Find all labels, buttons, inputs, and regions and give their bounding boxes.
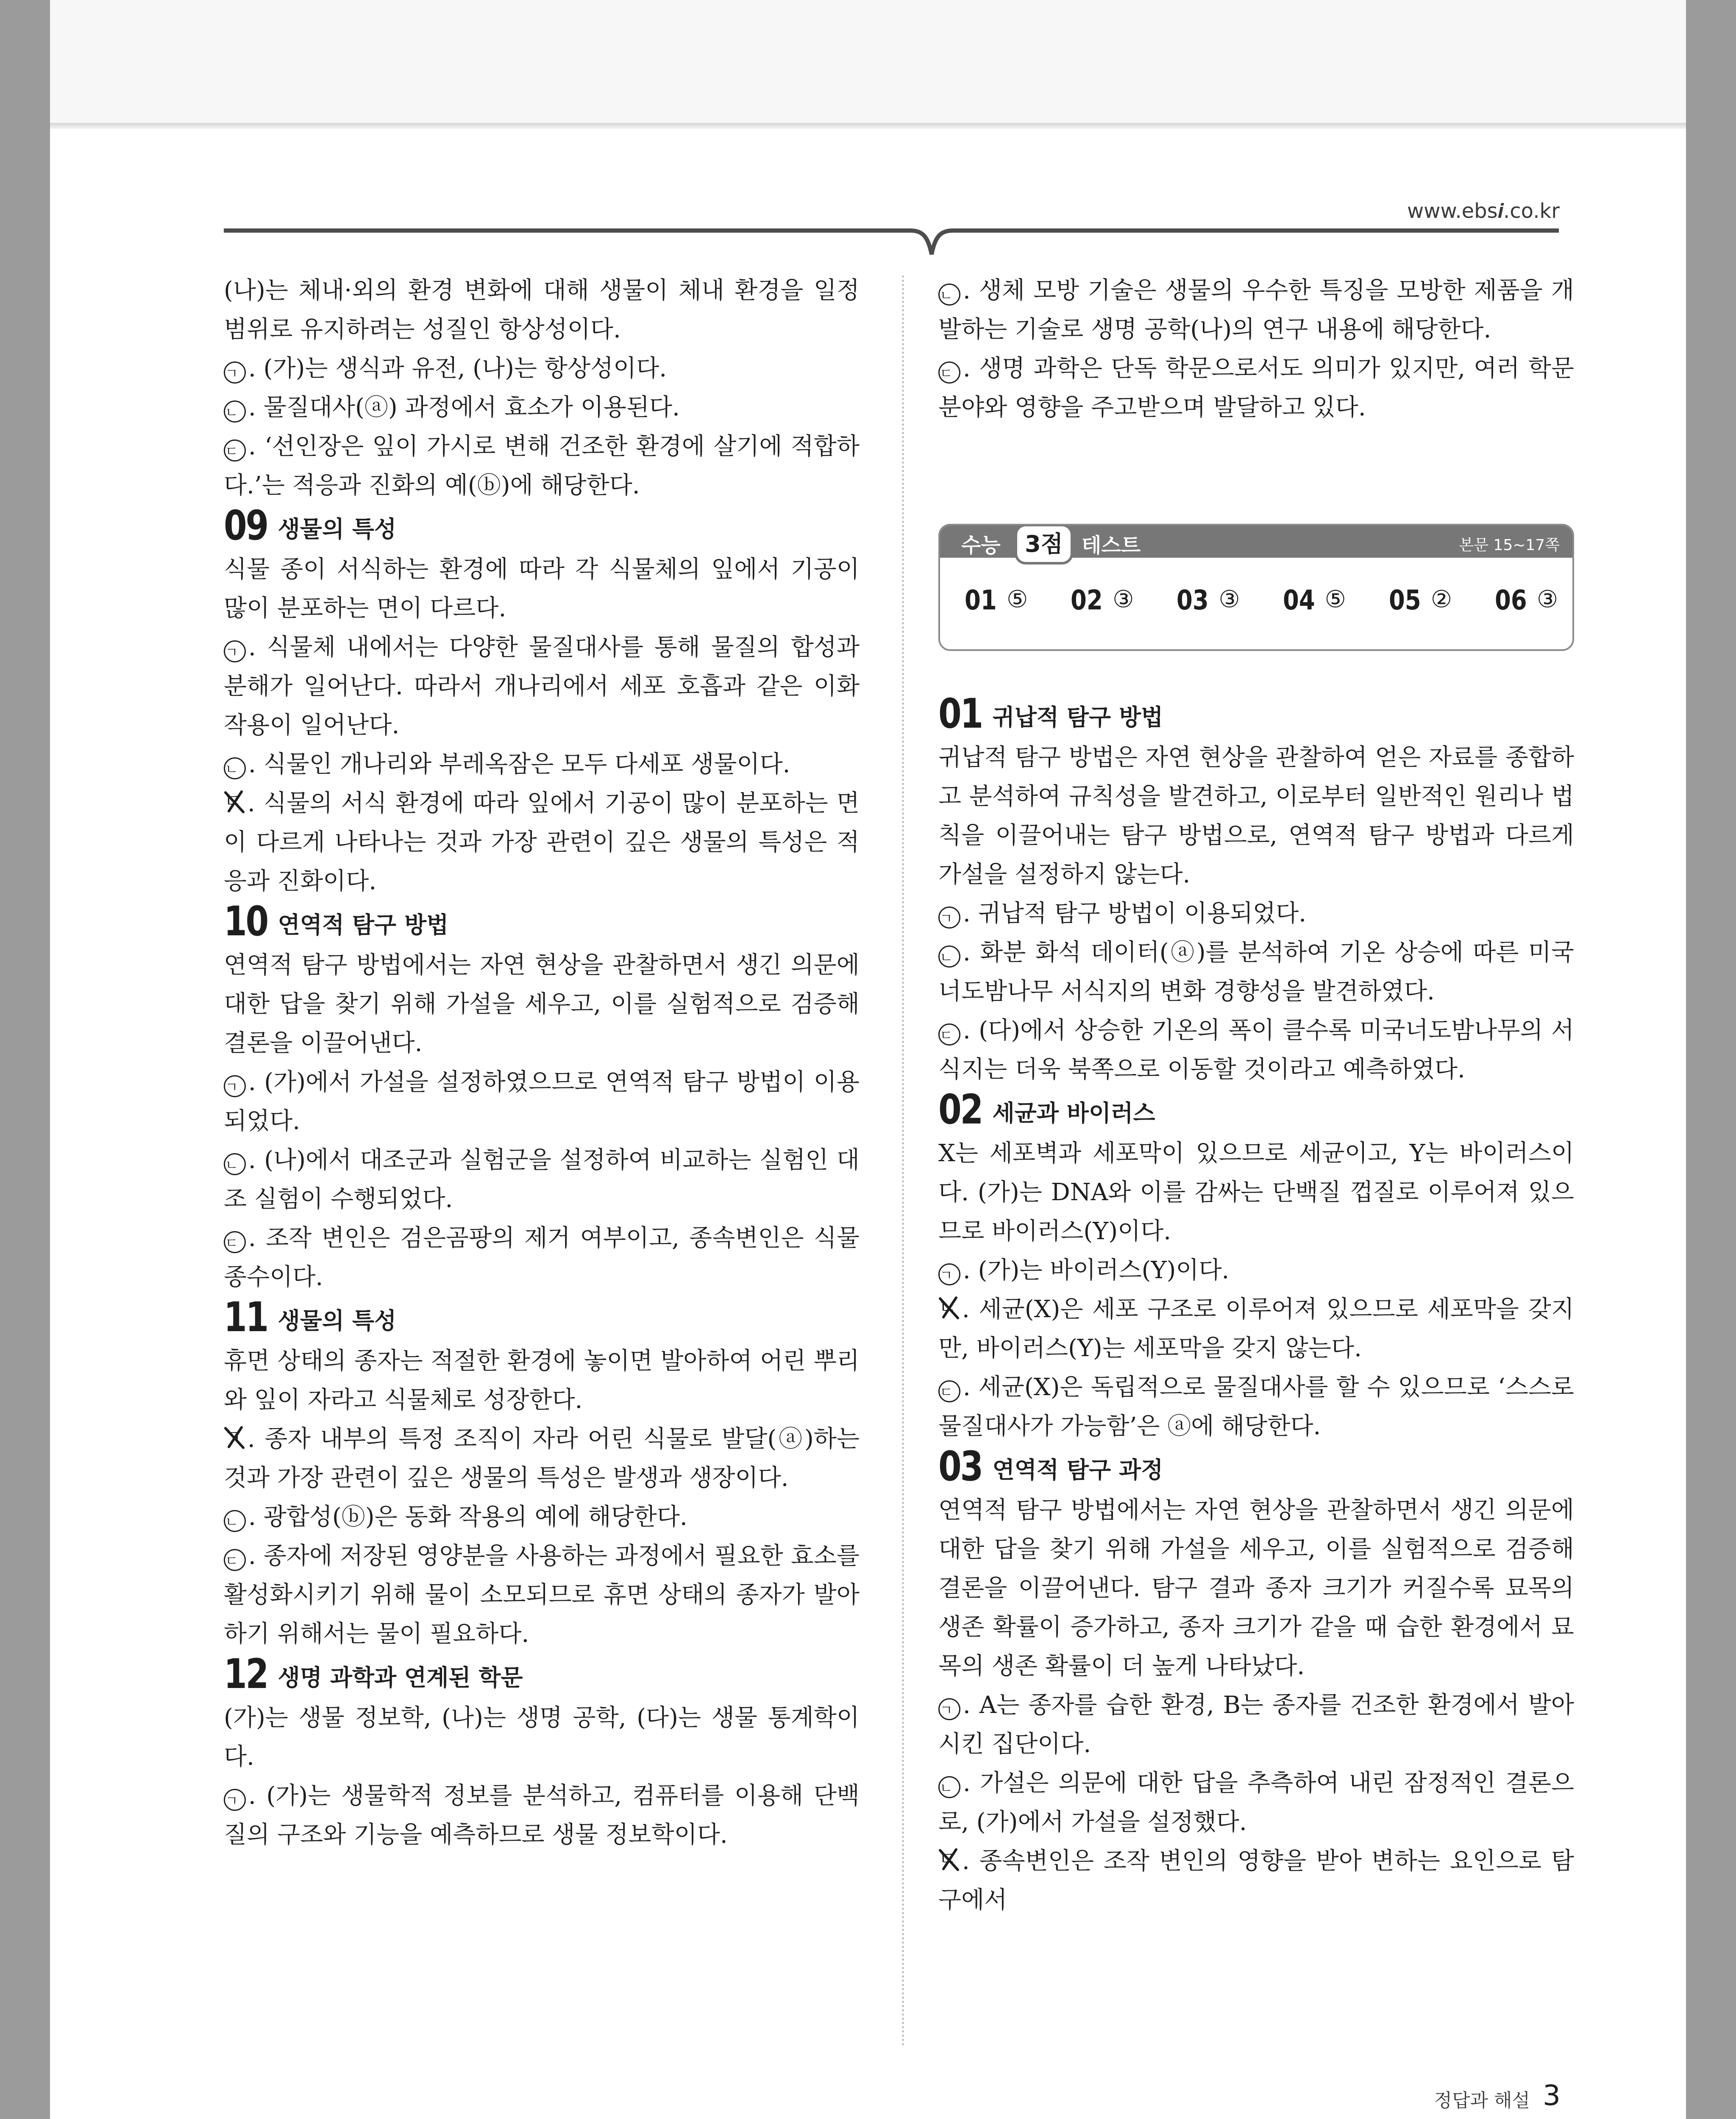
cross-mark-icon xyxy=(938,1848,960,1872)
intro-item xyxy=(224,388,860,427)
choice-item xyxy=(224,1063,860,1141)
choice-letter: ㄴ xyxy=(224,757,246,779)
answer-list xyxy=(965,585,1558,616)
right-column xyxy=(938,271,1574,1920)
answer-key-box xyxy=(938,524,1574,651)
header-rule xyxy=(224,220,1559,259)
crossed-choice-marker xyxy=(938,1848,960,1872)
intro-item xyxy=(224,427,860,505)
answer-item xyxy=(1071,585,1134,616)
item-text: . 식물인 개나리와 부레옥잠은 모두 다세포 생물이다. xyxy=(248,751,790,778)
choice-item xyxy=(938,894,1574,933)
section-body: 귀납적 탐구 방법은 자연 현상을 관찰하여 얻은 자료를 종합하고 분석하여 규칙성을 발견하고, 이로부터 일반적인 원리나 법칙을 이끌어내는 탐구 방법으로, 연역적 탐구 방법과 다르게 가설을 설정하지 않는다. xyxy=(938,744,1574,888)
item-text: . 식물체 내에서는 다양한 물질대사를 통해 물질의 합성과 분해가 일어난다. 따라서 개나리에서 세포 호흡과 같은 이화 작용이 일어난다. xyxy=(224,634,860,739)
choice-letter: ㄷ xyxy=(938,362,960,384)
item-text: . 종자 내부의 특정 조직이 자라 어린 식물로 발달(ⓐ)하는 것과 가장 관련이 깊은 생물의 특성은 발생과 생장이다. xyxy=(224,1425,860,1492)
section-body: 연역적 탐구 방법에서는 자연 현상을 관찰하면서 생긴 의문에 대한 답을 찾기 위해 가설을 세우고, 이를 실험적으로 검증해 결론을 이끌어낸다. xyxy=(224,951,860,1057)
section-heading xyxy=(224,898,860,945)
item-text: . 세균(X)은 독립적으로 물질대사를 할 수 있으므로 ‘스스로 물질대사가 가능함’은 ⓐ에 해당한다. xyxy=(938,1374,1574,1440)
section-10 xyxy=(224,898,860,1297)
choice-item xyxy=(938,1764,1574,1842)
item-text: . 귀납적 탐구 방법이 이용되었다. xyxy=(963,900,1307,927)
choice-item xyxy=(938,1686,1574,1764)
choice-item xyxy=(224,1219,860,1297)
choice-item xyxy=(224,1777,860,1855)
section-number: 01 xyxy=(938,690,982,737)
choice-letter: ㄴ xyxy=(938,1296,957,1318)
test-label-3points: 3점 xyxy=(1015,524,1073,565)
section-12 xyxy=(224,1650,860,1855)
answer-number: 04 xyxy=(1283,585,1315,616)
right-intro xyxy=(938,271,1574,427)
choice-item xyxy=(938,933,1574,1011)
section-heading xyxy=(938,1086,1574,1133)
choice-letter: ㄷ xyxy=(224,1549,246,1571)
section-heading xyxy=(224,1293,860,1341)
item-text: . 물질대사(ⓐ) 과정에서 효소가 이용된다. xyxy=(248,394,680,421)
choice-marker xyxy=(224,433,248,460)
answer-item xyxy=(1389,585,1452,616)
choice-item xyxy=(224,784,860,901)
answer-choice: ② xyxy=(1430,586,1452,613)
item-text: . 종속변인은 조작 변인의 영향을 받아 변하는 요인으로 탐구에서 xyxy=(938,1847,1574,1914)
choice-item xyxy=(224,745,860,784)
choice-marker xyxy=(938,1017,963,1044)
answer-number: 03 xyxy=(1177,585,1209,616)
section-09 xyxy=(224,502,860,901)
choice-letter: ㄷ xyxy=(224,790,242,812)
section-number: 02 xyxy=(938,1086,982,1133)
choice-letter: ㄴ xyxy=(224,1510,246,1532)
section-body: (가)는 생물 정보학, (나)는 생명 공학, (다)는 생물 통계학이다. xyxy=(224,1704,860,1771)
fold-top-shadow xyxy=(50,123,1686,129)
choice-item xyxy=(224,628,860,745)
section-heading xyxy=(224,502,860,549)
intro-text: (나)는 체내·외의 환경 변화에 대해 생물이 체내 환경을 일정 범위로 유지하려는 성질인 항상성이다. xyxy=(224,277,860,343)
test-label-test: 테스트 xyxy=(1082,534,1141,557)
section-heading xyxy=(938,690,1574,737)
choice-marker xyxy=(224,1542,248,1570)
item-text: . (나)에서 대조군과 실험군을 설정하여 비교하는 실험인 대조 실험이 수행되었다. xyxy=(224,1146,860,1213)
choice-item xyxy=(938,1251,1574,1290)
section-body: 휴면 상태의 종자는 적절한 환경에 놓이면 발아하여 어린 뿌리와 잎이 자라고 식물체로 성장한다. xyxy=(224,1347,860,1414)
column-divider xyxy=(902,275,904,2047)
item-text: . 생체 모방 기술은 생물의 우수한 특징을 모방한 제품을 개발하는 기술로 생명 공학(나)의 연구 내용에 해당한다. xyxy=(938,277,1574,343)
choice-marker xyxy=(224,1068,248,1096)
choice-marker xyxy=(938,900,963,927)
section-body: 식물 종이 서식하는 환경에 따라 각 식물체의 잎에서 기공이 많이 분포하는 면이 다르다. xyxy=(224,556,860,622)
item-text: . (가)에서 가설을 설정하였으므로 연역적 탐구 방법이 이용되었다. xyxy=(224,1068,860,1135)
section-title: 귀납적 탐구 방법 xyxy=(992,704,1163,731)
choice-marker xyxy=(938,355,963,382)
section-heading xyxy=(224,1650,860,1698)
item-text: . ‘선인장은 잎이 가시로 변해 건조한 환경에 살기에 적합하다.’는 적응과 진화의 예(ⓑ)에 해당한다. xyxy=(224,433,860,499)
choice-letter: ㄴ xyxy=(938,284,960,306)
choice-marker xyxy=(224,634,248,661)
choice-letter: ㄱ xyxy=(938,907,960,929)
item-text: . (가)는 생식과 유전, (나)는 항상성이다. xyxy=(248,355,667,382)
choice-marker xyxy=(224,1503,248,1531)
choice-letter: ㄴ xyxy=(938,945,960,968)
answer-number: 06 xyxy=(1494,585,1527,616)
choice-item xyxy=(938,1368,1574,1446)
choice-item xyxy=(224,1537,860,1654)
cross-mark-icon xyxy=(224,790,245,814)
item-text: . 종자에 저장된 영양분을 사용하는 과정에서 필요한 효소를 활성화시키기 위해 물이 소모되므로 휴면 상태의 종자가 발아하기 위해서는 물이 필요하다. xyxy=(224,1542,860,1648)
cross-mark-icon xyxy=(938,1296,960,1320)
choice-item xyxy=(938,1290,1574,1368)
cross-mark-icon xyxy=(224,1426,245,1449)
intro-item xyxy=(224,349,860,388)
answer-number: 01 xyxy=(965,585,997,616)
left-column xyxy=(224,271,860,1855)
page-number: 3 xyxy=(1543,2079,1561,2112)
section-number: 09 xyxy=(224,502,267,549)
choice-marker xyxy=(938,1691,963,1719)
choice-letter: ㄷ xyxy=(938,1023,960,1046)
section-title: 연역적 탐구 방법 xyxy=(278,912,449,938)
section-number: 10 xyxy=(224,898,267,945)
item-text: . (가)는 생물학적 정보를 분석하고, 컴퓨터를 이용해 단백질의 구조와 기능을 예측하므로 생물 정보학이다. xyxy=(224,1782,860,1849)
intro-item xyxy=(938,271,1574,349)
choice-marker xyxy=(938,1257,963,1284)
item-text: . (가)는 바이러스(Y)이다. xyxy=(963,1257,1230,1284)
section-01 xyxy=(938,690,1574,1089)
choice-item xyxy=(224,1498,860,1537)
page xyxy=(50,0,1686,2119)
crossed-choice-marker xyxy=(224,790,245,814)
choice-letter: ㄱ xyxy=(224,640,246,662)
section-body: X는 세포벽과 세포막이 있으므로 세균이고, Y는 바이러스이다. (가)는 DNA와 이를 감싸는 단백질 껍질로 이루어져 있으므로 바이러스(Y)이다. xyxy=(938,1140,1574,1245)
choice-marker xyxy=(224,1224,248,1252)
choice-item xyxy=(938,1842,1574,1920)
answer-choice: ③ xyxy=(1113,586,1134,613)
answer-item xyxy=(1177,585,1240,616)
item-text: . 가설은 의문에 대한 답을 추측하여 내린 잠정적인 결론으로, (가)에서 가설을 설정했다. xyxy=(938,1769,1574,1836)
item-text: . (다)에서 상승한 기온의 폭이 클수록 미국너도밤나무의 서식지는 더욱 북쪽으로 이동할 것이라고 예측하였다. xyxy=(938,1017,1574,1083)
choice-marker xyxy=(938,277,963,304)
item-text: . 조작 변인은 검은곰팡의 제거 여부이고, 종속변인은 식물 종수이다. xyxy=(224,1224,860,1291)
footer-label: 정답과 해설 xyxy=(1434,2090,1530,2111)
item-text: . 세균(X)은 세포 구조로 이루어져 있으므로 세포막을 갖지만, 바이러스(Y)는 세포막을 갖지 않는다. xyxy=(938,1296,1574,1362)
choice-letter: ㄱ xyxy=(224,1075,246,1097)
answer-choice: ⑤ xyxy=(1324,586,1346,613)
answer-choice: ③ xyxy=(1219,586,1240,613)
section-heading xyxy=(938,1443,1574,1490)
section-title: 세균과 바이러스 xyxy=(992,1100,1155,1126)
choice-letter: ㄷ xyxy=(224,1231,246,1253)
choice-letter: ㄴ xyxy=(938,1776,960,1798)
choice-letter: ㄱ xyxy=(224,362,246,384)
section-02 xyxy=(938,1086,1574,1446)
item-text: . 식물의 서식 환경에 따라 잎에서 기공이 많이 분포하는 면이 다르게 나타나는 것과 가장 관련이 깊은 생물의 특성은 적응과 진화이다. xyxy=(224,790,860,895)
answer-choice: ⑤ xyxy=(1007,586,1028,613)
answer-item xyxy=(1283,585,1346,616)
choice-letter: ㄴ xyxy=(224,1153,246,1175)
section-title: 생명 과학과 연계된 학문 xyxy=(278,1664,523,1691)
crossed-choice-marker xyxy=(938,1296,960,1320)
item-text: . 화분 화석 데이터(ⓐ)를 분석하여 기온 상승에 따른 미국너도밤나무 서식지의 변화 경향성을 발견하였다. xyxy=(938,939,1574,1005)
item-text: . A는 종자를 습한 환경, B는 종자를 건조한 환경에서 발아시킨 집단이다. xyxy=(938,1691,1574,1758)
choice-item xyxy=(224,1420,860,1498)
choice-marker xyxy=(938,939,963,966)
item-text: . 광합성(ⓑ)은 동화 작용의 예에 해당한다. xyxy=(248,1503,687,1531)
choice-marker xyxy=(224,751,248,778)
section-title: 생물의 특성 xyxy=(278,516,397,542)
test-page-ref: 본문 15~17쪽 xyxy=(1459,537,1560,554)
choice-marker xyxy=(938,1374,963,1401)
item-text: . 생명 과학은 단독 학문으로서도 의미가 있지만, 여러 학문 분야와 영향을 주고받으며 발달하고 있다. xyxy=(938,355,1574,421)
section-body: 연역적 탐구 방법에서는 자연 현상을 관찰하면서 생긴 의문에 대한 답을 찾기 위해 가설을 세우고, 이를 실험적으로 검증해 결론을 이끌어낸다. 탐구 결과 종자 크기가 커질수록 묘목의 생존 확률이 증가하고, 종자 크기가 같을 때 습한 환경에서 묘목의 생존 확률이 더 높게 나타났다. xyxy=(938,1496,1574,1680)
choice-letter: ㄱ xyxy=(938,1263,960,1285)
test-label-suneung: 수능 xyxy=(961,534,1001,557)
choice-item xyxy=(938,1011,1574,1089)
choice-item xyxy=(224,1141,860,1219)
choice-letter: ㄱ xyxy=(224,1426,242,1448)
section-03 xyxy=(938,1443,1574,1920)
choice-letter: ㄱ xyxy=(938,1698,960,1720)
section-number: 03 xyxy=(938,1443,982,1490)
right-sections xyxy=(938,690,1574,1920)
section-11 xyxy=(224,1293,860,1654)
choice-letter: ㄴ xyxy=(224,400,246,423)
choice-marker xyxy=(224,1146,248,1174)
section-number: 12 xyxy=(224,1650,267,1698)
section-title: 연역적 탐구 과정 xyxy=(992,1457,1163,1483)
answer-number: 05 xyxy=(1388,585,1421,616)
choice-letter: ㄷ xyxy=(938,1848,957,1870)
answer-choice: ③ xyxy=(1537,586,1558,613)
answer-number: 02 xyxy=(1071,585,1103,616)
crossed-choice-marker xyxy=(224,1426,245,1449)
choice-letter: ㄷ xyxy=(938,1380,960,1402)
choice-marker xyxy=(224,394,248,421)
left-intro xyxy=(224,271,860,505)
section-number: 11 xyxy=(224,1293,267,1341)
choice-marker xyxy=(224,1782,248,1810)
choice-marker xyxy=(224,355,248,382)
site-url[interactable]: www.ebs𝒊.co.kr xyxy=(1407,199,1560,223)
choice-letter: ㄱ xyxy=(224,1789,246,1811)
choice-letter: ㄷ xyxy=(224,439,246,462)
section-title: 생물의 특성 xyxy=(278,1307,397,1334)
intro-item xyxy=(938,349,1574,427)
fold-top xyxy=(50,0,1686,123)
choice-marker xyxy=(938,1769,963,1797)
answer-item xyxy=(965,585,1028,616)
answer-item xyxy=(1495,585,1558,616)
